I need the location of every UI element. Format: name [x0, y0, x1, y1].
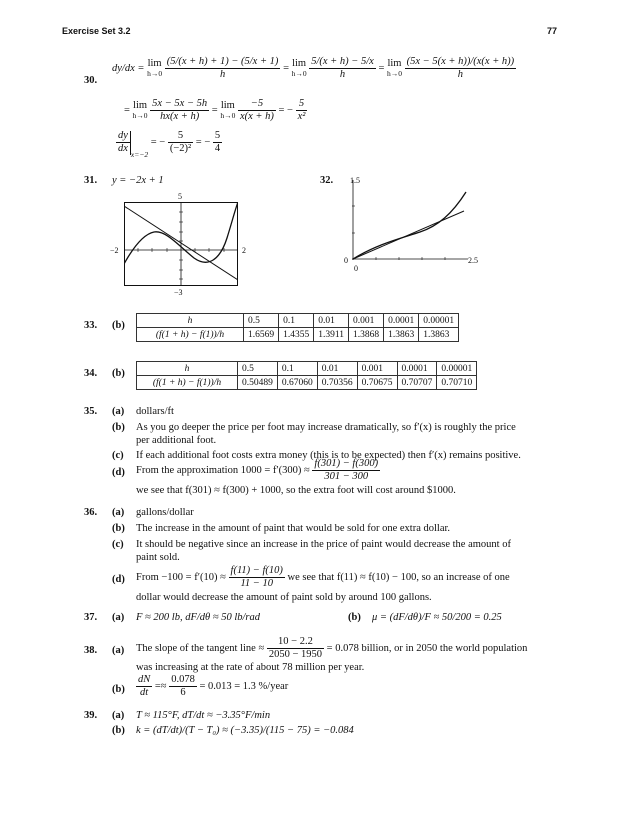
p36-answer-c-line2: paint sold.: [136, 552, 180, 563]
p38-a-text-b: = 0.078 billion, or in 2050 the world population: [326, 642, 528, 654]
p30-frac-1: $\frac{(5/(x + h) + 1) - (5/x + 1)}{h}$: [166, 56, 279, 80]
table-cell: 0.70675: [357, 376, 397, 390]
p36-part-a: (a): [112, 507, 125, 518]
p30-lim-3: lim h→0: [386, 57, 402, 78]
p30-eval-lhs: $\frac{dy}{dx}$: [118, 130, 128, 154]
p30-frac-6: $\frac{5}{\text{x²}}$: [297, 98, 306, 122]
problem-32-number: 32.: [320, 175, 334, 186]
page-number: 77: [546, 26, 557, 36]
table-cell: 1.3911: [314, 328, 349, 342]
table-34: [136, 361, 477, 390]
table-cell: h: [137, 362, 238, 376]
table-cell: 0.50489: [238, 376, 278, 390]
table-cell: 0.001: [349, 314, 384, 328]
problem-35-number: 35.: [84, 406, 98, 417]
table-cell: 0.70356: [317, 376, 357, 390]
table-cell: 0.01: [314, 314, 349, 328]
p30-lim-2: lim h→0: [291, 57, 307, 78]
p35-part-a: (a): [112, 406, 125, 417]
graph-32: [352, 180, 468, 260]
graph31-xmax-label: 2: [242, 246, 246, 255]
p36-answer-d-line1: [136, 565, 510, 590]
graph31-ymax-label: 5: [178, 192, 182, 201]
p35-answer-a: dollars/ft: [136, 406, 174, 417]
graph31-xmin-label: −2: [110, 246, 119, 255]
problem-39-number: 39.: [84, 710, 98, 721]
p39-part-a: (a): [112, 710, 125, 721]
p35-part-c: (c): [112, 450, 124, 461]
table-cell: (f(1 + h) − f(1))/h: [137, 376, 238, 390]
graph31-ymin-label: −3: [174, 288, 183, 297]
p30-eval-frac-1: $\frac{5}{\text{(−2)²}}$: [169, 130, 192, 154]
graph32-curve: [353, 192, 466, 259]
p37-part-a: (a): [112, 612, 125, 623]
table-cell: (f(1 + h) − f(1))/h: [137, 328, 244, 342]
table-cell: 0.1: [277, 362, 317, 376]
table-cell: 1.3868: [349, 328, 384, 342]
p30-frac-2: $\frac{5/(x + h) - 5/x}{h}$: [311, 56, 374, 80]
p37-answer-a: F ≈ 200 lb, dF/dθ ≈ 50 lb/rad: [136, 612, 261, 623]
p30-lim-4: lim h→0: [132, 99, 148, 120]
p37-part-b: (b): [348, 612, 361, 623]
p35-part-b: (b): [112, 422, 125, 433]
table-cell: 0.5: [238, 362, 278, 376]
problem-38-number: 38.: [84, 645, 98, 656]
table-33: [136, 313, 459, 342]
p35-answer-d-line2: we see that f(301) ≈ f(300) + 1000, so the extra foot will cost around $1000.: [136, 485, 456, 496]
graph-31: [124, 202, 238, 286]
problem-30-line1: dy/dx = lim h→0 $\frac{(5/(x + h) + 1) - (5/x + 1)}{h}$ = lim h→0 $\frac{5/(x + h) - 5/x}{h}$ = lim h→0 $\frac{(5x - 5(x + h))/(x(x + h))}{h}$: [112, 56, 515, 80]
p30-eval-frac-2: $\frac{5}{4}$: [214, 130, 221, 154]
page-header: [62, 26, 557, 40]
table-cell: 0.0001: [384, 314, 419, 328]
table-cell: 0.01: [317, 362, 357, 376]
problem-33-part-b: (b): [112, 320, 125, 331]
table33-row-diff: [137, 328, 459, 342]
p35-answer-b-line2: per additional foot.: [136, 435, 217, 446]
p36-part-d: (d): [112, 574, 125, 585]
p39-answer-a: T ≈ 115°F, dT/dt ≈ −3.35°F/min: [136, 710, 271, 721]
problem-33-number: 33.: [84, 320, 98, 331]
table-cell: 0.1: [279, 314, 314, 328]
table-cell: 1.4355: [279, 328, 314, 342]
section-title: Exercise Set 3.2: [62, 26, 131, 36]
p36-d-text-b: we see that f(11) ≈ f(10) − 100, so an increase of one: [287, 571, 510, 583]
problem-31-equation: y = −2x + 1: [112, 175, 164, 186]
p36-d-fraction: $\frac{f(11) - f(10)}{11 - 10}$: [230, 565, 283, 589]
p37-answer-b: μ = (dF/dθ)/F ≈ 50/200 = 0.25: [372, 612, 502, 623]
p30-frac-4: $\frac{5x - 5x - 5h}{hx(x + h)}$: [152, 98, 208, 122]
p38-a-text-a: The slope of the tangent line ≈: [136, 642, 265, 654]
p35-d-text: From the approximation 1000 = f′(300) ≈: [136, 464, 310, 476]
p38-answer-a-line1: [136, 636, 527, 661]
table-cell: 0.67060: [277, 376, 317, 390]
table-cell: 0.0001: [397, 362, 437, 376]
p36-answer-b: The increase in the amount of paint that would be sold for one extra dollar.: [136, 523, 451, 534]
table-cell: 0.70710: [437, 376, 477, 390]
p35-answer-d-line1: [136, 458, 380, 483]
graph32-origin-y-label: 0: [344, 256, 348, 265]
table-cell: h: [137, 314, 244, 328]
problem-31-number: 31.: [84, 175, 98, 186]
p36-answer-c-line1: It should be negative since an increase in the price of paint would decrease the amount of: [136, 539, 511, 550]
p39-part-b: (b): [112, 725, 125, 736]
p38-b-fraction: $\frac{0.078}{6}$: [171, 674, 195, 698]
table-cell: 0.001: [357, 362, 397, 376]
p38-answer-a-line2: was increasing at the rate of about 78 million per year.: [136, 662, 365, 673]
problem-34-number: 34.: [84, 368, 98, 379]
p36-part-c: (c): [112, 539, 124, 550]
p36-answer-a: gallons/dollar: [136, 507, 194, 518]
p30-frac-3: $\frac{(5x - 5(x + h))/(x(x + h))}{h}$: [406, 56, 515, 80]
p36-d-text-a: From −100 = f′(10) ≈: [136, 571, 226, 583]
p30-lim-5: lim h→0: [220, 99, 236, 120]
p30-lhs: dy/dx =: [112, 62, 145, 74]
graph32-ymax-label: 1.5: [350, 176, 360, 185]
p38-answer-b: $\frac{dN}{dt}$ =≈ $\frac{0.078}{6}$ = 0.013 = 1.3 %/year: [138, 674, 289, 698]
table34-row-diff: [137, 376, 477, 390]
p38-a-fraction: $\frac{10 - 2.2}{2050 - 1950}$: [268, 636, 323, 660]
problem-30-line3: $\frac{dy}{dx}$ $_{x=-2}$ = − $\frac{5}{\text{(−2)²}}$ = − $\frac{5}{4}$: [118, 130, 221, 159]
problem-36-number: 36.: [84, 507, 98, 518]
table-cell: 0.5: [244, 314, 279, 328]
graph32-origin-x-label: 0: [354, 264, 358, 273]
table-cell: 0.70707: [397, 376, 437, 390]
table-cell: 0.00001: [437, 362, 477, 376]
p35-answer-c: If each additional foot costs extra money (this is to be expected) then f′(x) remains positive.: [136, 450, 521, 461]
p35-d-fraction: $\frac{f(301) - f(300)}{301 - 300}$: [314, 458, 379, 482]
p39-answer-b: k = (dT/dt)/(T − T₀) ≈ (−3.35)/(115 − 75) = −0.084: [136, 725, 354, 736]
p36-answer-d-line2: dollar would decrease the amount of paint sold by around 100 gallons.: [136, 592, 432, 603]
problem-34-part-b: (b): [112, 368, 125, 379]
table-cell: 0.00001: [419, 314, 459, 328]
p36-part-b: (b): [112, 523, 125, 534]
table-cell: 1.3863: [419, 328, 459, 342]
table-cell: 1.3863: [384, 328, 419, 342]
problem-30-number: 30.: [84, 75, 98, 86]
table34-row-h: [137, 362, 477, 376]
problem-30-line2: = lim h→0 $\frac{5x - 5x - 5h}{hx(x + h)}$ = lim h→0 $\frac{-5}{x(x + h)}$ = − $\frac{5}{\text{x²}}$: [124, 98, 306, 122]
p38-part-b: (b): [112, 684, 125, 695]
table33-row-h: [137, 314, 459, 328]
problem-37-number: 37.: [84, 612, 98, 623]
graph32-xmax-label: 2.5: [468, 256, 478, 265]
p35-part-d: (d): [112, 467, 125, 478]
p38-part-a: (a): [112, 645, 125, 656]
p35-answer-b-line1: As you go deeper the price per foot may increase dramatically, so f′(x) is roughly the price: [136, 422, 516, 433]
p30-lim-1: lim h→0: [147, 57, 163, 78]
table-cell: 1.6569: [244, 328, 279, 342]
p30-frac-5: $\frac{-5}{x(x + h)}$: [239, 98, 274, 122]
p38-b-lhs: $\frac{dN}{dt}$: [138, 674, 151, 698]
